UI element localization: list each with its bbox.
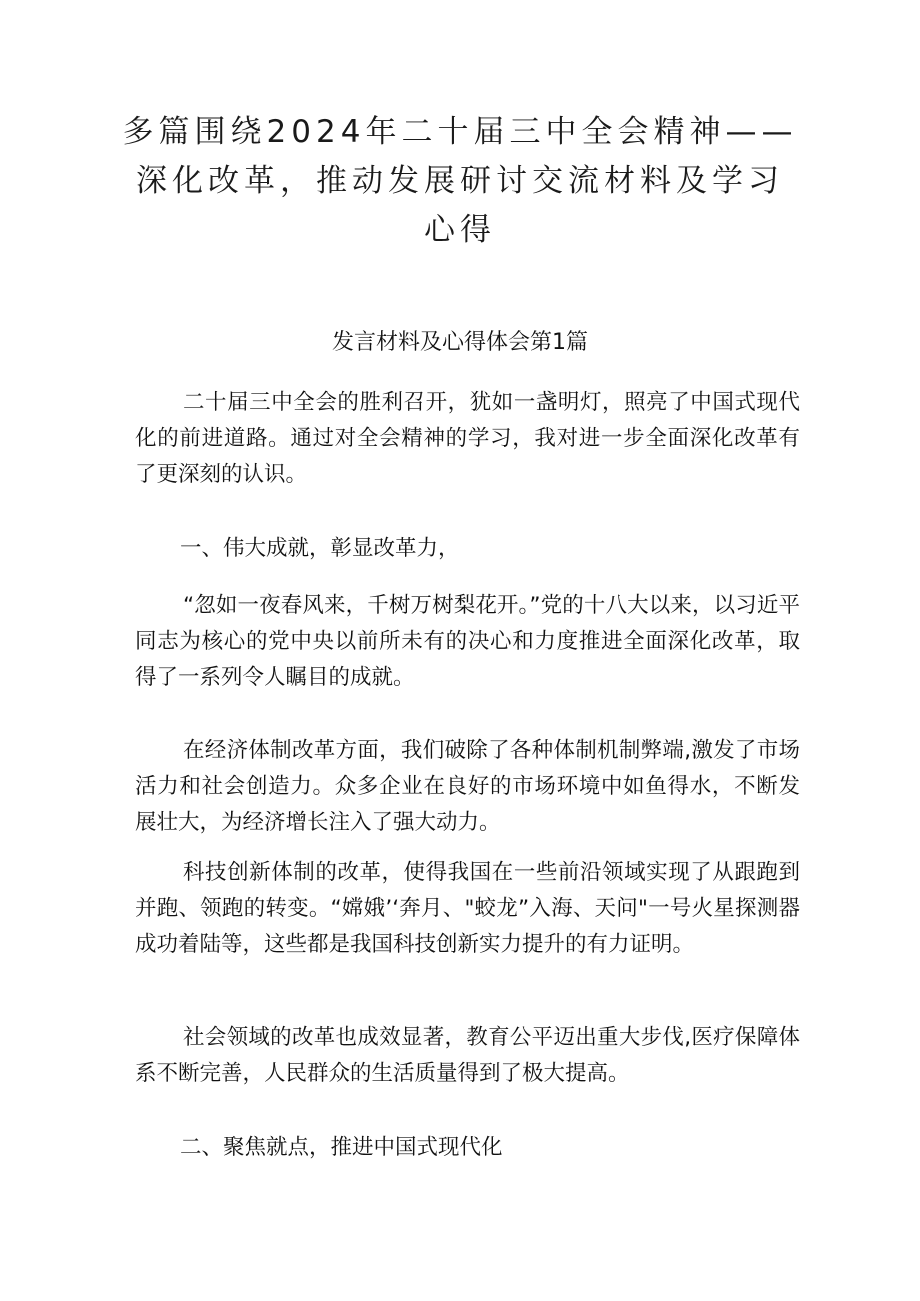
title-line-3: 心得 [424,212,496,248]
body-paragraph-achievements: “忽如一夜春风来，千树万树梨花开。”党的十八大以来，以习近平同志为核心的党中央以前所未有的决心和力度推进全面深化改革，取得了一系列令人瞩目的成就。 [135,593,800,690]
section-heading-1: 一、伟大成就，彰显改革力， [180,536,460,561]
section-subtitle: 发言材料及心得体会第1篇 [332,330,588,355]
body-paragraph-technology: 科技创新体制的改革，使得我国在一些前沿领域实现了从跟跑到并跑、领跑的转变。“嫦娥’‘奔月、"蛟龙”入海、天问"一号火星探测器成功着陆等，这些都是我国科技创新实力提升的有力证明。 [135,860,800,957]
title-line-2: 深化改革，推动发展研讨交流材料及学习 [136,163,784,199]
document-title [120,108,800,255]
title-line-1: 多篇围绕2024年二十届三中全会精神—— [122,114,798,150]
body-paragraph-intro: 二十届三中全会的胜利召开，犹如一盏明灯，照亮了中国式现代化的前进道路。通过对全会精神的学习，我对进一步全面深化改革有了更深刻的认识。 [135,390,800,487]
section-heading-2: 二、聚焦就点，推进中国式现代化 [180,1135,503,1160]
body-paragraph-economy: 在经济体制改革方面，我们破除了各种体制机制弊端,激发了市场活力和社会创造力。众多企业在良好的市场环境中如鱼得水，不断发展壮大，为经济增长注入了强大动力。 [135,738,800,835]
body-paragraph-society: 社会领域的改革也成效显著，教育公平迈出重大步伐,医疗保障体系不断完善，人民群众的生活质量得到了极大提高。 [135,1025,800,1086]
